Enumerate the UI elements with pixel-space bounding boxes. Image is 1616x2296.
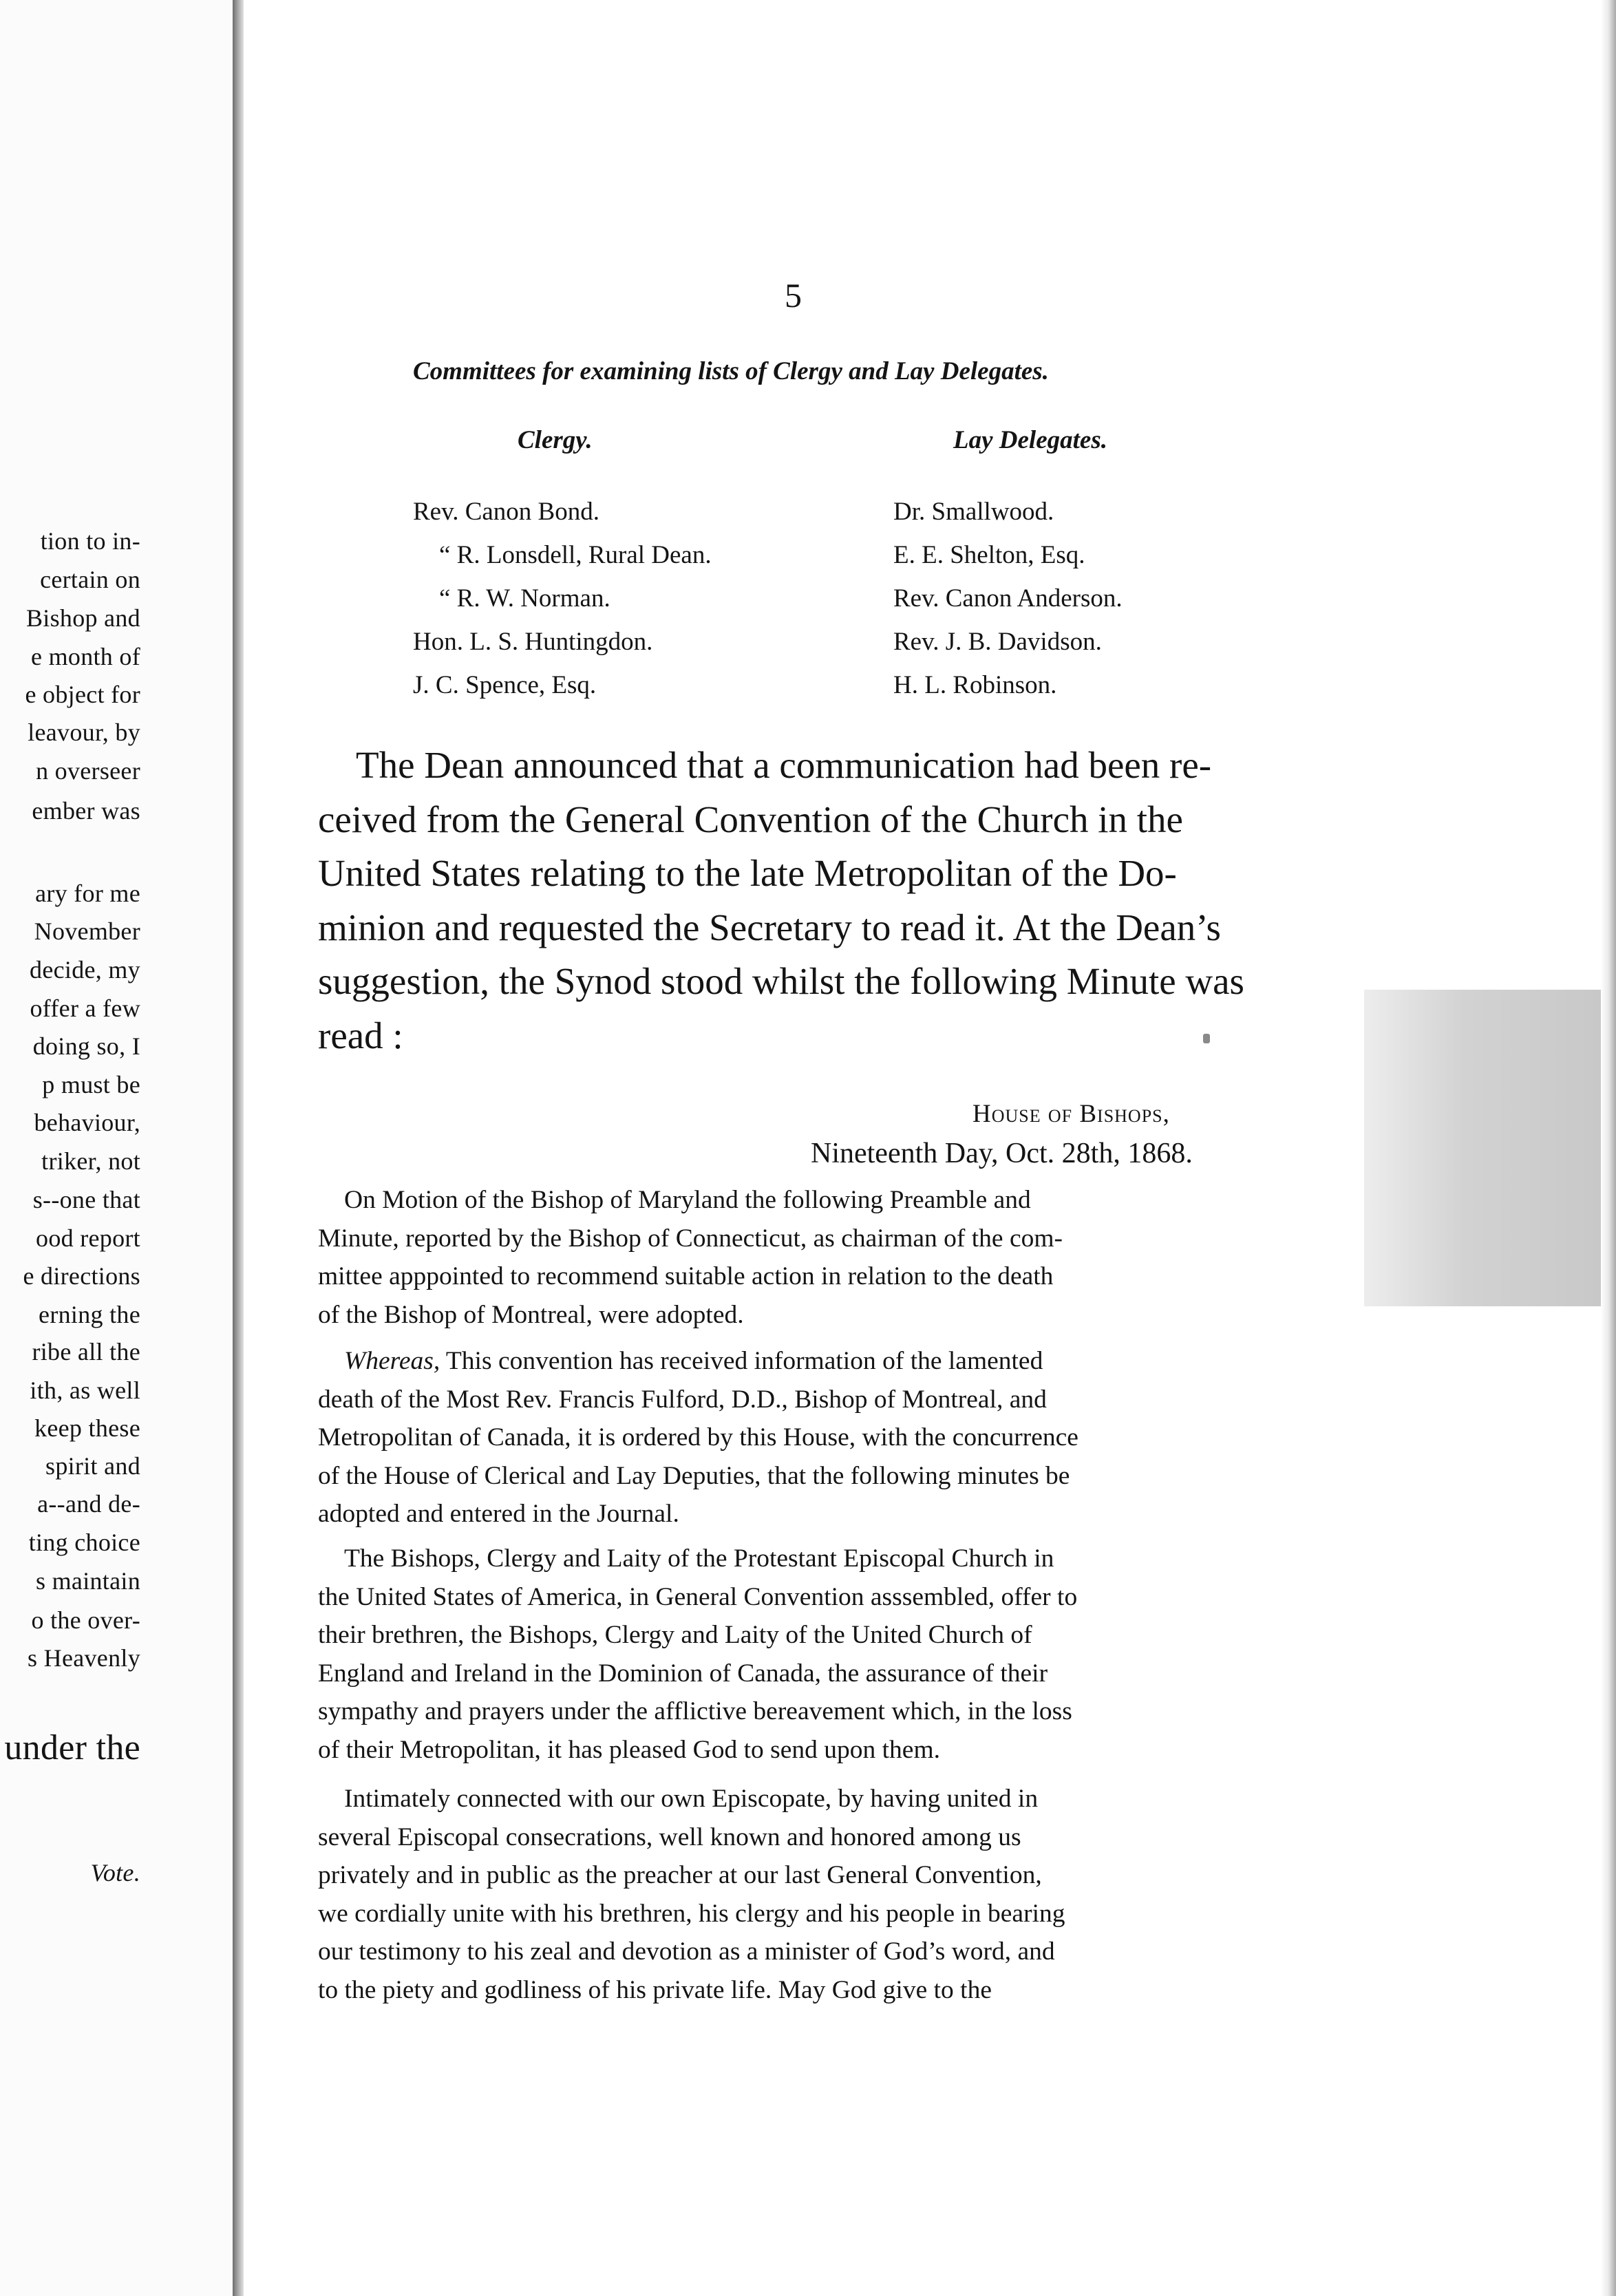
previous-page-line: e directions xyxy=(23,1262,140,1290)
lay-delegates-heading: Lay Delegates. xyxy=(953,426,1107,454)
previous-page-line: ember was xyxy=(32,797,140,825)
bishops-line: the United States of America, in General Convention asssembled, offer to xyxy=(318,1582,1078,1611)
previous-page-line: ting choice xyxy=(28,1529,140,1556)
announcement-line: United States relating to the late Metropolitan of the Do- xyxy=(318,852,1177,894)
scan-shadow xyxy=(1364,990,1616,1306)
previous-page-line: keep these xyxy=(34,1414,140,1442)
lay-delegate-item: E. E. Shelton, Esq. xyxy=(893,541,1085,569)
intimately-line: to the piety and godliness of his private life. May God give to the xyxy=(318,1975,992,2004)
clergy-item: “ R. Lonsdell, Rural Dean. xyxy=(439,541,712,569)
clergy-item: Hon. L. S. Huntingdon. xyxy=(413,628,653,656)
intimately-line: several Episcopal consecrations, well known and honored among us xyxy=(318,1822,1021,1851)
whereas-paragraph xyxy=(318,1346,1078,1538)
clergy-item: J. C. Spence, Esq. xyxy=(413,671,597,699)
whereas-line: adopted and entered in the Journal. xyxy=(318,1500,679,1528)
previous-page-line: spirit and xyxy=(45,1452,140,1480)
previous-page-line: s--one that xyxy=(32,1186,140,1213)
motion-line: mittee apppointed to recommend suitable action in relation to the death xyxy=(318,1262,1054,1290)
previous-page-line: certain on xyxy=(40,566,140,593)
motion-line: of the Bishop of Montreal, were adopted. xyxy=(318,1300,744,1329)
motion-line: On Motion of the Bishop of Maryland the following Preamble and xyxy=(344,1186,1031,1214)
committee-heading: Committees for examining lists of Clergy and Lay Delegates. xyxy=(413,357,1049,385)
previous-page-line: ith, as well xyxy=(30,1376,140,1404)
sitting-date: Nineteenth Day, Oct. 28th, 1868. xyxy=(811,1138,1193,1169)
previous-page-line: s Heavenly xyxy=(28,1644,140,1672)
previous-page-line: doing so, I xyxy=(32,1032,140,1060)
clergy-heading: Clergy. xyxy=(518,426,593,454)
clergy-item: Rev. Canon Bond. xyxy=(413,498,599,526)
announcement-line: read : xyxy=(318,1014,403,1056)
previous-page-line: erning the xyxy=(39,1301,140,1328)
previous-page-line: tion to in- xyxy=(40,527,140,555)
page-edge xyxy=(1601,0,1616,2296)
lay-delegate-item: Rev. J. B. Davidson. xyxy=(893,628,1102,656)
previous-page-line: e month of xyxy=(31,643,140,670)
motion-line: Minute, reported by the Bishop of Connecticut, as chairman of the com- xyxy=(318,1224,1063,1253)
announcement-line: The Dean announced that a communication had been re- xyxy=(356,744,1212,786)
whereas-line: death of the Most Rev. Francis Fulford, D.D., Bishop of Montreal, and xyxy=(318,1385,1047,1414)
lay-delegate-item: H. L. Robinson. xyxy=(893,671,1057,699)
bishops-line: sympathy and prayers under the afflictive bereavement which, in the loss xyxy=(318,1697,1072,1725)
previous-page-line: o the over- xyxy=(31,1606,140,1634)
previous-page-line: offer a few xyxy=(30,995,140,1022)
ink-speck xyxy=(1203,1034,1210,1043)
previous-page-line: p must be xyxy=(42,1071,140,1098)
clergy-list xyxy=(413,497,712,714)
previous-page-line: a--and de- xyxy=(37,1490,140,1518)
intimately-line: our testimony to his zeal and devotion as a minister of God’s word, and xyxy=(318,1937,1055,1966)
book-gutter xyxy=(233,0,244,2296)
previous-page-under: under the xyxy=(4,1728,140,1767)
previous-page-fragment xyxy=(0,0,233,2296)
previous-page-line: s maintain xyxy=(36,1567,140,1595)
lay-delegate-item: Rev. Canon Anderson. xyxy=(893,584,1123,613)
previous-page-line: triker, not xyxy=(41,1147,140,1175)
whereas-word: Whereas, xyxy=(344,1347,440,1375)
whereas-rest: This convention has received information of the lamented xyxy=(440,1347,1043,1375)
previous-page-line: e object for xyxy=(25,681,140,708)
previous-page-line: n overseer xyxy=(36,757,140,785)
previous-page-line: ood report xyxy=(36,1224,140,1252)
house-of-bishops: House of Bishops, xyxy=(972,1100,1170,1128)
previous-page-vote: Vote. xyxy=(90,1859,140,1886)
announcement-line: minion and requested the Secretary to read it. At the Dean’s xyxy=(318,906,1221,948)
bishops-line: of their Metropolitan, it has pleased God to send upon them. xyxy=(318,1735,940,1764)
previous-page-line: ary for me xyxy=(35,880,140,907)
lay-delegate-item: Dr. Smallwood. xyxy=(893,498,1054,526)
page-number: 5 xyxy=(785,276,802,315)
previous-page-line: Bishop and xyxy=(25,604,140,632)
previous-page-line: decide, my xyxy=(30,956,140,984)
lay-delegates-list xyxy=(893,497,1123,714)
previous-page-line: behaviour, xyxy=(34,1109,140,1136)
intimately-line: Intimately connected with our own Episcopate, by having united in xyxy=(344,1785,1039,1813)
previous-page-line: ribe all the xyxy=(32,1338,140,1365)
previous-page-line: November xyxy=(34,917,140,945)
whereas-line xyxy=(318,1346,1078,1385)
whereas-line: of the House of Clerical and Lay Deputies, that the following minutes be xyxy=(318,1461,1070,1490)
bishops-paragraph xyxy=(318,1544,1077,1773)
bishops-line: their brethren, the Bishops, Clergy and Laity of the United Church of xyxy=(318,1621,1032,1649)
announcement-paragraph xyxy=(318,743,1244,1067)
motion-paragraph xyxy=(318,1185,1063,1338)
clergy-item: “ R. W. Norman. xyxy=(439,584,610,613)
announcement-line: suggestion, the Synod stood whilst the following Minute was xyxy=(318,960,1244,1002)
intimately-line: privately and in public as the preacher at our last General Convention, xyxy=(318,1861,1042,1889)
bishops-line: England and Ireland in the Dominion of Canada, the assurance of their xyxy=(318,1659,1048,1688)
previous-page-line: leavour, by xyxy=(28,719,140,746)
intimately-line: we cordially unite with his brethren, his clergy and his people in bearing xyxy=(318,1899,1065,1928)
intimately-paragraph xyxy=(318,1784,1065,2013)
whereas-line: Metropolitan of Canada, it is ordered by this House, with the concurrence xyxy=(318,1423,1078,1452)
announcement-line: ceived from the General Convention of the Church in the xyxy=(318,798,1183,840)
bishops-line: The Bishops, Clergy and Laity of the Protestant Episcopal Church in xyxy=(344,1544,1054,1573)
